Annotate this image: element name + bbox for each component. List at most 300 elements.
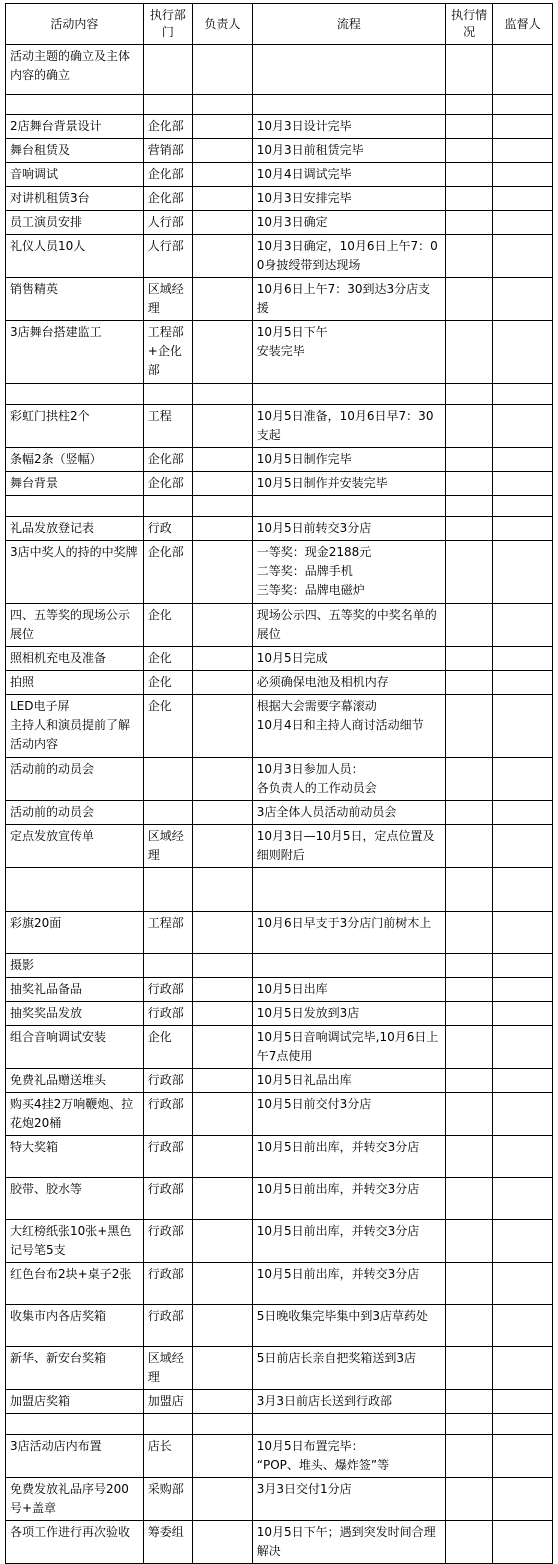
cell-process: 10月3日参加人员： 各负责人的工作动员会: [252, 758, 445, 801]
table-row: [6, 1435, 553, 1478]
cell-status: [446, 825, 493, 868]
cell-process: [252, 45, 445, 95]
cell-content: 活动前的动员会: [6, 801, 144, 825]
cell-process: 10月3日设计完毕: [252, 115, 445, 139]
cell-dept: 企化: [143, 1026, 192, 1069]
cell-dept: [143, 384, 192, 405]
cell-owner: [193, 139, 253, 163]
table-row: [6, 801, 553, 825]
header-dept: 执行部门: [143, 4, 192, 45]
cell-status: [446, 45, 493, 95]
cell-content: 大红榜纸张10张+黑色记号笔5支: [6, 1220, 144, 1263]
cell-dept: 行政部: [143, 1093, 192, 1136]
table-row: [6, 448, 553, 472]
cell-supervisor: [493, 1390, 553, 1414]
cell-content: 定点发放宣传单: [6, 825, 144, 868]
cell-content: 抽奖奖品发放: [6, 1002, 144, 1026]
cell-dept: 筹委组: [143, 1521, 192, 1564]
cell-status: [446, 448, 493, 472]
table-row: [6, 695, 553, 758]
cell-owner: [193, 1069, 253, 1093]
table-row: [6, 321, 553, 384]
table-row: [6, 45, 553, 95]
cell-status: [446, 1390, 493, 1414]
cell-supervisor: [493, 235, 553, 278]
cell-status: [446, 1069, 493, 1093]
cell-content: [6, 95, 144, 115]
cell-dept: [143, 954, 192, 978]
cell-process: 5日晚收集完毕集中到3店草药处: [252, 1305, 445, 1347]
cell-supervisor: [493, 1136, 553, 1178]
cell-status: [446, 541, 493, 604]
cell-process: 10月5日前出库，并转交3分店: [252, 1220, 445, 1263]
cell-supervisor: [493, 758, 553, 801]
cell-process: 10月6日早支于3分店门前树木上: [252, 912, 445, 954]
table-row: [6, 1263, 553, 1305]
table-row: [6, 1069, 553, 1093]
cell-content: 特大奖箱: [6, 1136, 144, 1178]
table-row: [6, 1414, 553, 1435]
cell-process: 10月5日制作完毕: [252, 448, 445, 472]
cell-owner: [193, 1390, 253, 1414]
cell-owner: [193, 1414, 253, 1435]
cell-status: [446, 1136, 493, 1178]
cell-dept: [143, 95, 192, 115]
cell-owner: [193, 801, 253, 825]
cell-process: 10月5日礼品出库: [252, 1069, 445, 1093]
cell-status: [446, 978, 493, 1002]
cell-dept: 区域经理: [143, 1347, 192, 1390]
cell-process: 10月3日—10月5日，定点位置及细则附后: [252, 825, 445, 868]
cell-process: 10月5日布置完毕： “POP、堆头、爆炸签”等: [252, 1435, 445, 1478]
cell-supervisor: [493, 163, 553, 187]
cell-dept: 企化部: [143, 187, 192, 211]
table-row: [6, 496, 553, 517]
cell-supervisor: [493, 1220, 553, 1263]
cell-dept: 行政部: [143, 1263, 192, 1305]
cell-supervisor: [493, 321, 553, 384]
cell-process: 10月5日下午 安装完毕: [252, 321, 445, 384]
table-row: [6, 1220, 553, 1263]
cell-process: 10月5日音响调试完毕,10月6日上午7点使用: [252, 1026, 445, 1069]
cell-content: 2店舞台背景设计: [6, 115, 144, 139]
cell-status: [446, 912, 493, 954]
cell-owner: [193, 448, 253, 472]
cell-status: [446, 695, 493, 758]
cell-content: 舞台背景: [6, 472, 144, 496]
cell-status: [446, 1347, 493, 1390]
table-row: [6, 1002, 553, 1026]
cell-owner: [193, 912, 253, 954]
cell-owner: [193, 1305, 253, 1347]
cell-content: 销售精英: [6, 278, 144, 321]
cell-dept: 采购部: [143, 1478, 192, 1521]
cell-process: 10月5日出库: [252, 978, 445, 1002]
cell-process: 3店全体人员活动前动员会: [252, 801, 445, 825]
cell-owner: [193, 604, 253, 647]
cell-status: [446, 647, 493, 671]
cell-content: 对讲机租赁3台: [6, 187, 144, 211]
cell-status: [446, 954, 493, 978]
cell-status: [446, 496, 493, 517]
cell-supervisor: [493, 541, 553, 604]
cell-dept: 行政部: [143, 1002, 192, 1026]
table-row: [6, 1178, 553, 1220]
cell-content: 舞台租赁及: [6, 139, 144, 163]
table-row: [6, 978, 553, 1002]
table-row: [6, 758, 553, 801]
cell-status: [446, 384, 493, 405]
cell-process: 10月3日前租赁完毕: [252, 139, 445, 163]
cell-supervisor: [493, 868, 553, 912]
cell-owner: [193, 868, 253, 912]
cell-dept: 行政部: [143, 1069, 192, 1093]
cell-supervisor: [493, 1478, 553, 1521]
cell-process: 10月5日下午；遇到突发时间合理解决: [252, 1521, 445, 1564]
cell-process: [252, 1414, 445, 1435]
cell-content: 活动主题的确立及主体内容的确立: [6, 45, 144, 95]
cell-owner: [193, 1478, 253, 1521]
cell-content: 彩旗20面: [6, 912, 144, 954]
cell-supervisor: [493, 912, 553, 954]
table-row: [6, 1136, 553, 1178]
cell-content: 摄影: [6, 954, 144, 978]
cell-content: 活动前的动员会: [6, 758, 144, 801]
cell-owner: [193, 1178, 253, 1220]
cell-supervisor: [493, 187, 553, 211]
table-row: [6, 1093, 553, 1136]
cell-owner: [193, 671, 253, 695]
cell-owner: [193, 647, 253, 671]
cell-supervisor: [493, 647, 553, 671]
cell-owner: [193, 1002, 253, 1026]
table-row: [6, 115, 553, 139]
cell-content: 3店舞台搭建监工: [6, 321, 144, 384]
cell-status: [446, 1220, 493, 1263]
table-row: [6, 211, 553, 235]
cell-owner: [193, 517, 253, 541]
cell-status: [446, 517, 493, 541]
cell-status: [446, 1414, 493, 1435]
cell-status: [446, 95, 493, 115]
cell-owner: [193, 1435, 253, 1478]
cell-content: 购买4挂2万响鞭炮、拉花炮20桶: [6, 1093, 144, 1136]
cell-process: 根据大会需要字幕滚动 10月4日和主持人商讨活动细节: [252, 695, 445, 758]
cell-dept: 营销部: [143, 139, 192, 163]
cell-dept: 企化: [143, 604, 192, 647]
cell-dept: [143, 1414, 192, 1435]
cell-dept: 行政部: [143, 1178, 192, 1220]
cell-status: [446, 868, 493, 912]
cell-process: 10月5日前交付3分店: [252, 1093, 445, 1136]
cell-dept: 企化: [143, 695, 192, 758]
cell-content: 免费礼品赠送堆头: [6, 1069, 144, 1093]
cell-owner: [193, 978, 253, 1002]
activity-plan-table: [5, 3, 553, 1564]
cell-owner: [193, 954, 253, 978]
cell-content: [6, 496, 144, 517]
cell-content: 3店中奖人的持的中奖牌: [6, 541, 144, 604]
cell-status: [446, 187, 493, 211]
cell-supervisor: [493, 45, 553, 95]
cell-status: [446, 278, 493, 321]
cell-process: 10月5日制作并安装完毕: [252, 472, 445, 496]
cell-content: 胶带、胶水等: [6, 1178, 144, 1220]
cell-owner: [193, 1263, 253, 1305]
cell-owner: [193, 758, 253, 801]
cell-supervisor: [493, 384, 553, 405]
cell-dept: 企化部: [143, 163, 192, 187]
cell-supervisor: [493, 695, 553, 758]
cell-supervisor: [493, 1093, 553, 1136]
table-row: [6, 1347, 553, 1390]
header-supervisor: 监督人: [493, 4, 553, 45]
cell-process: 5日前店长亲自把奖箱送到3店: [252, 1347, 445, 1390]
cell-owner: [193, 825, 253, 868]
cell-content: 新华、新安台奖箱: [6, 1347, 144, 1390]
cell-supervisor: [493, 211, 553, 235]
cell-dept: 行政部: [143, 1220, 192, 1263]
cell-content: 音响调试: [6, 163, 144, 187]
cell-process: 10月3日确定: [252, 211, 445, 235]
cell-status: [446, 1002, 493, 1026]
cell-dept: 工程部+企化部: [143, 321, 192, 384]
cell-owner: [193, 496, 253, 517]
cell-owner: [193, 405, 253, 448]
cell-process: 一等奖：现金2188元 二等奖：品牌手机 三等奖：品牌电磁炉: [252, 541, 445, 604]
cell-supervisor: [493, 1263, 553, 1305]
cell-process: 10月6日上午7：30到达3分店支援: [252, 278, 445, 321]
cell-supervisor: [493, 95, 553, 115]
cell-owner: [193, 95, 253, 115]
cell-owner: [193, 1347, 253, 1390]
cell-dept: 加盟店: [143, 1390, 192, 1414]
cell-status: [446, 758, 493, 801]
cell-content: 各项工作进行再次验收: [6, 1521, 144, 1564]
cell-content: 四、五等奖的现场公示展位: [6, 604, 144, 647]
cell-process: [252, 868, 445, 912]
cell-content: 礼品发放登记表: [6, 517, 144, 541]
cell-dept: 企化: [143, 647, 192, 671]
cell-dept: 区域经理: [143, 278, 192, 321]
cell-content: 彩虹门拱柱2个: [6, 405, 144, 448]
cell-owner: [193, 1026, 253, 1069]
cell-process: 10月5日前转交3分店: [252, 517, 445, 541]
cell-status: [446, 1435, 493, 1478]
cell-dept: 工程: [143, 405, 192, 448]
cell-content: 3店活动店内布置: [6, 1435, 144, 1478]
cell-process: 10月5日前出库，并转交3分店: [252, 1178, 445, 1220]
cell-dept: 企化部: [143, 448, 192, 472]
cell-supervisor: [493, 801, 553, 825]
header-row: [6, 4, 553, 45]
cell-status: [446, 671, 493, 695]
cell-process: [252, 95, 445, 115]
cell-content: [6, 1414, 144, 1435]
cell-status: [446, 1305, 493, 1347]
table-row: [6, 405, 553, 448]
cell-content: 收集市内各店奖箱: [6, 1305, 144, 1347]
cell-dept: [143, 868, 192, 912]
cell-process: 10月3日安排完毕: [252, 187, 445, 211]
table-row: [6, 1521, 553, 1564]
cell-process: 3月3日交付1分店: [252, 1478, 445, 1521]
table-row: [6, 671, 553, 695]
cell-owner: [193, 1220, 253, 1263]
cell-supervisor: [493, 472, 553, 496]
cell-content: 条幅2条（竖幅）: [6, 448, 144, 472]
table-row: [6, 954, 553, 978]
cell-process: [252, 954, 445, 978]
cell-owner: [193, 541, 253, 604]
cell-supervisor: [493, 1069, 553, 1093]
cell-dept: 行政部: [143, 978, 192, 1002]
cell-dept: 行政部: [143, 1305, 192, 1347]
cell-dept: [143, 496, 192, 517]
cell-process: 10月5日完成: [252, 647, 445, 671]
cell-status: [446, 1178, 493, 1220]
cell-status: [446, 1263, 493, 1305]
cell-status: [446, 604, 493, 647]
cell-supervisor: [493, 1347, 553, 1390]
table-row: [6, 1026, 553, 1069]
cell-supervisor: [493, 115, 553, 139]
cell-process: [252, 496, 445, 517]
cell-supervisor: [493, 1414, 553, 1435]
table-row: [6, 163, 553, 187]
cell-dept: 店长: [143, 1435, 192, 1478]
cell-status: [446, 211, 493, 235]
cell-dept: 行政部: [143, 1136, 192, 1178]
cell-status: [446, 139, 493, 163]
cell-owner: [193, 45, 253, 95]
cell-process: 必须确保电池及相机内存: [252, 671, 445, 695]
cell-status: [446, 115, 493, 139]
cell-owner: [193, 1136, 253, 1178]
cell-dept: 人行部: [143, 235, 192, 278]
cell-owner: [193, 384, 253, 405]
cell-owner: [193, 1093, 253, 1136]
table-row: [6, 647, 553, 671]
cell-supervisor: [493, 1435, 553, 1478]
cell-supervisor: [493, 139, 553, 163]
cell-supervisor: [493, 278, 553, 321]
cell-owner: [193, 187, 253, 211]
cell-process: 10月5日前出库，并转交3分店: [252, 1263, 445, 1305]
table-row: [6, 825, 553, 868]
cell-dept: 行政: [143, 517, 192, 541]
cell-process: 3月3日前店长送到行政部: [252, 1390, 445, 1414]
cell-dept: 企化部: [143, 541, 192, 604]
table-row: [6, 384, 553, 405]
cell-supervisor: [493, 1002, 553, 1026]
table-row: [6, 139, 553, 163]
cell-dept: [143, 758, 192, 801]
cell-status: [446, 1026, 493, 1069]
cell-supervisor: [493, 1178, 553, 1220]
cell-supervisor: [493, 517, 553, 541]
table-row: [6, 912, 553, 954]
cell-dept: 企化部: [143, 115, 192, 139]
table-row: [6, 187, 553, 211]
table-row: [6, 95, 553, 115]
cell-supervisor: [493, 405, 553, 448]
cell-supervisor: [493, 496, 553, 517]
cell-process: [252, 384, 445, 405]
cell-supervisor: [493, 448, 553, 472]
cell-owner: [193, 695, 253, 758]
table-row: [6, 235, 553, 278]
cell-status: [446, 801, 493, 825]
cell-owner: [193, 211, 253, 235]
cell-owner: [193, 115, 253, 139]
cell-status: [446, 1521, 493, 1564]
cell-status: [446, 405, 493, 448]
cell-dept: 企化: [143, 671, 192, 695]
cell-process: 10月5日发放到3店: [252, 1002, 445, 1026]
table-row: [6, 604, 553, 647]
cell-dept: 企化部: [143, 472, 192, 496]
table-row: [6, 278, 553, 321]
cell-content: 加盟店奖箱: [6, 1390, 144, 1414]
cell-supervisor: [493, 1521, 553, 1564]
cell-dept: [143, 45, 192, 95]
cell-supervisor: [493, 671, 553, 695]
table-row: [6, 1478, 553, 1521]
header-owner: 负责人: [193, 4, 253, 45]
cell-content: 礼仪人员10人: [6, 235, 144, 278]
cell-owner: [193, 235, 253, 278]
cell-supervisor: [493, 604, 553, 647]
cell-owner: [193, 472, 253, 496]
cell-content: LED电子屏 主持人和演员提前了解活动内容: [6, 695, 144, 758]
table-row: [6, 1390, 553, 1414]
cell-content: [6, 868, 144, 912]
cell-content: [6, 384, 144, 405]
cell-owner: [193, 321, 253, 384]
cell-content: 照相机充电及准备: [6, 647, 144, 671]
cell-content: 组合音响调试安装: [6, 1026, 144, 1069]
cell-supervisor: [493, 978, 553, 1002]
cell-supervisor: [493, 825, 553, 868]
cell-content: 拍照: [6, 671, 144, 695]
cell-dept: 人行部: [143, 211, 192, 235]
cell-process: 现场公示四、五等奖的中奖名单的展位: [252, 604, 445, 647]
cell-content: 员工演员安排: [6, 211, 144, 235]
cell-content: 免费发放礼品序号200号+盖章: [6, 1478, 144, 1521]
cell-status: [446, 163, 493, 187]
table-row: [6, 517, 553, 541]
cell-process: 10月5日前出库，并转交3分店: [252, 1136, 445, 1178]
header-status: 执行情况: [446, 4, 493, 45]
cell-status: [446, 472, 493, 496]
cell-dept: 工程部: [143, 912, 192, 954]
cell-process: 10月4日调试完毕: [252, 163, 445, 187]
cell-owner: [193, 278, 253, 321]
cell-supervisor: [493, 1305, 553, 1347]
cell-supervisor: [493, 1026, 553, 1069]
cell-dept: 区域经理: [143, 825, 192, 868]
table-row: [6, 1305, 553, 1347]
table-row: [6, 472, 553, 496]
cell-owner: [193, 1521, 253, 1564]
cell-content: 抽奖礼品备品: [6, 978, 144, 1002]
header-process: 流程: [252, 4, 445, 45]
cell-status: [446, 321, 493, 384]
table-row: [6, 541, 553, 604]
cell-dept: [143, 801, 192, 825]
table-row: [6, 868, 553, 912]
